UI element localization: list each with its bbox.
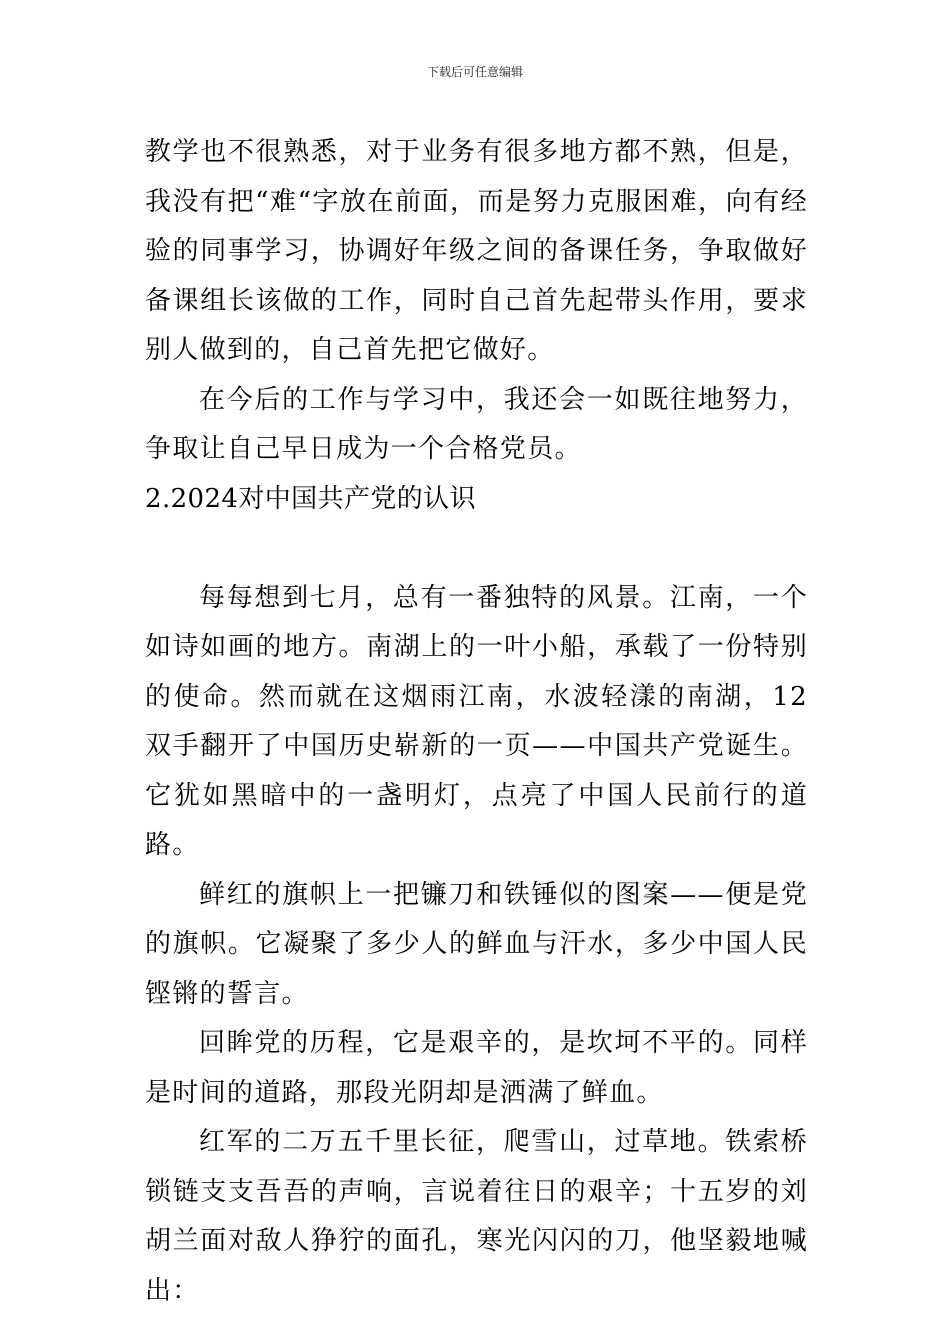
paragraph-history: 回眸党的历程，它是艰辛的，是坎坷不平的。同样是时间的道路，那段光阴却是洒满了鲜血。 bbox=[145, 1028, 808, 1108]
page-header: 下载后可任意编辑 bbox=[426, 65, 523, 79]
paragraph-future-effort: 在今后的工作与学习中，我还会一如既往地努力，争取让自己早日成为一个合格党员。 bbox=[145, 384, 808, 464]
document-body bbox=[145, 128, 808, 1316]
paragraph-teaching: 教学也不很熟悉，对于业务有很多地方都不熟，但是，我没有把“难“字放在前面，而是努力克服困难，向有经验的同事学习，协调好年级之间的备课任务，争取做好备课组长该做的工作，同时自己首先起带头作用，要求别人做到的，自己首先把它做好。 bbox=[145, 137, 808, 365]
paragraph-long-march: 红军的二万五千里长征，爬雪山，过草地。铁索桥锁链支支吾吾的声响，言说着往日的艰辛；十五岁的刘胡兰面对敌人狰狞的面孔，寒光闪闪的刀，他坚毅地喊出： bbox=[145, 1127, 808, 1306]
paragraph-flag: 鲜红的旗帜上一把镰刀和铁锤似的图案——便是党的旗帜。它凝聚了多少人的鲜血与汗水，多少中国人民铿锵的誓言。 bbox=[145, 879, 808, 1009]
section-heading: 2.2024对中国共产党的认识 bbox=[145, 483, 476, 514]
paragraph-july: 每每想到七月，总有一番独特的风景。江南，一个如诗如画的地方。南湖上的一叶小船，承载了一份特别的使命。然而就在这烟雨江南，水波轻漾的南湖，12双手翻开了中国历史崭新的一页——中国共产党诞生。它犹如黑暗中的一盏明灯，点亮了中国人民前行的道路。 bbox=[145, 582, 808, 860]
blank-line bbox=[145, 524, 808, 574]
